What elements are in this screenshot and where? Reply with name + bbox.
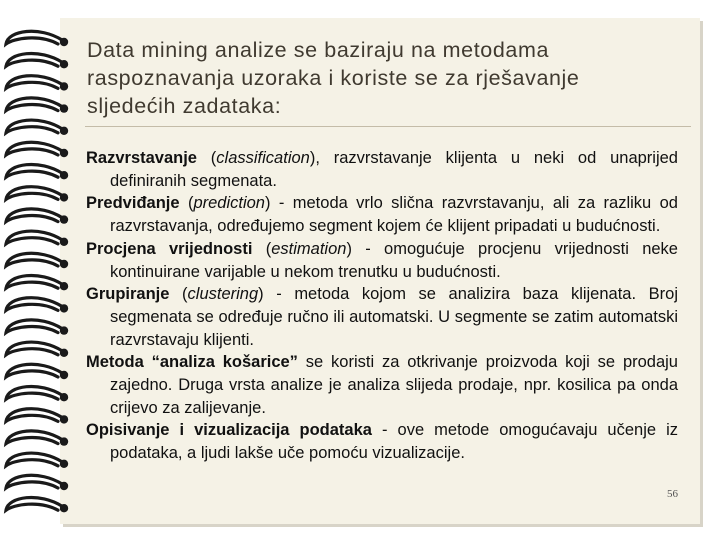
list-item-visualization <box>86 419 678 464</box>
binding-ring <box>6 187 68 202</box>
binding-ring <box>6 298 68 313</box>
binding-ring <box>6 76 68 91</box>
description: ) - metoda kojom se analizira baza klijenata. Broj segmenata se određuje ručno ili automatski. U segmente se zatim automatski razvrstavaju klijenti. <box>110 285 678 349</box>
binding-ring <box>6 409 68 424</box>
description: ) - metoda vrlo slična razvrstavanju, ali za razliku od razvrstavanja, određujemo segment kojem će klijent pripadati u budućnosti. <box>110 194 678 236</box>
binding-ring <box>6 453 68 468</box>
binding-ring <box>6 386 68 401</box>
title-colon: : <box>274 94 282 118</box>
title-line-1: Data mining analize se baziraju na metodama <box>87 38 550 62</box>
binding-ring <box>6 253 68 268</box>
term: Opisivanje i vizualizacija podataka <box>86 421 372 440</box>
paren: ( <box>252 239 272 258</box>
english-term: prediction <box>193 194 265 213</box>
term: Grupiranje <box>86 285 170 304</box>
paren: ( <box>169 285 188 304</box>
binding-ring <box>6 209 68 224</box>
binding-ring <box>6 431 68 446</box>
binding-ring <box>6 98 68 113</box>
page-number: 56 <box>667 488 678 500</box>
english-term: clustering <box>187 285 259 304</box>
term: Predviđanje <box>86 194 180 213</box>
list-item-classification <box>86 147 678 192</box>
term: Razvrstavanje <box>86 149 197 167</box>
binding-ring <box>6 120 68 135</box>
title-line-3: sljedećih zadataka <box>87 94 275 118</box>
english-term: classification <box>216 149 310 167</box>
title-divider <box>85 126 691 127</box>
description: - ove metode omogućavaju učenje iz podataka, a ljudi lakše uče pomoću vizualizacije. <box>110 421 678 463</box>
binding-ring <box>6 31 68 46</box>
slide-title <box>87 36 677 120</box>
term: Metoda “analiza košarice” <box>86 353 298 372</box>
task-list <box>86 147 678 465</box>
binding-ring <box>6 275 68 290</box>
binding-ring <box>6 142 68 157</box>
english-term: estimation <box>271 239 347 258</box>
binding-ring <box>6 475 68 490</box>
spiral-binding <box>0 0 90 540</box>
description: ) - omogućuje procjenu vrijednosti neke kontinuirane varijable u nekom trenutku u budućnosti. <box>110 239 678 281</box>
list-item-clustering <box>86 283 678 351</box>
title-line-2: raspoznavanja uzoraka i koriste se za rješavanje <box>87 66 580 90</box>
paren: ( <box>196 149 217 167</box>
binding-ring <box>6 497 68 512</box>
binding-ring <box>6 364 68 379</box>
description: ), razvrstavanje klijenta u neki od unaprijed definiranih segmenata. <box>110 149 678 190</box>
list-item-estimation <box>86 238 678 283</box>
paren: ( <box>179 194 194 213</box>
term: Procjena vrijednosti <box>86 239 253 258</box>
binding-ring <box>6 342 68 357</box>
list-item-prediction <box>86 192 678 237</box>
binding-ring <box>6 231 68 246</box>
binding-ring <box>6 320 68 335</box>
binding-ring <box>6 164 68 179</box>
description: se koristi za otkrivanje proizvoda koji se prodaju zajedno. Druga vrsta analize je analiza slijeda prodaje, npr. kosilica pa onda crijevo za zalijevanje. <box>110 353 678 417</box>
binding-ring <box>6 53 68 68</box>
list-item-basket-analysis <box>86 351 678 419</box>
